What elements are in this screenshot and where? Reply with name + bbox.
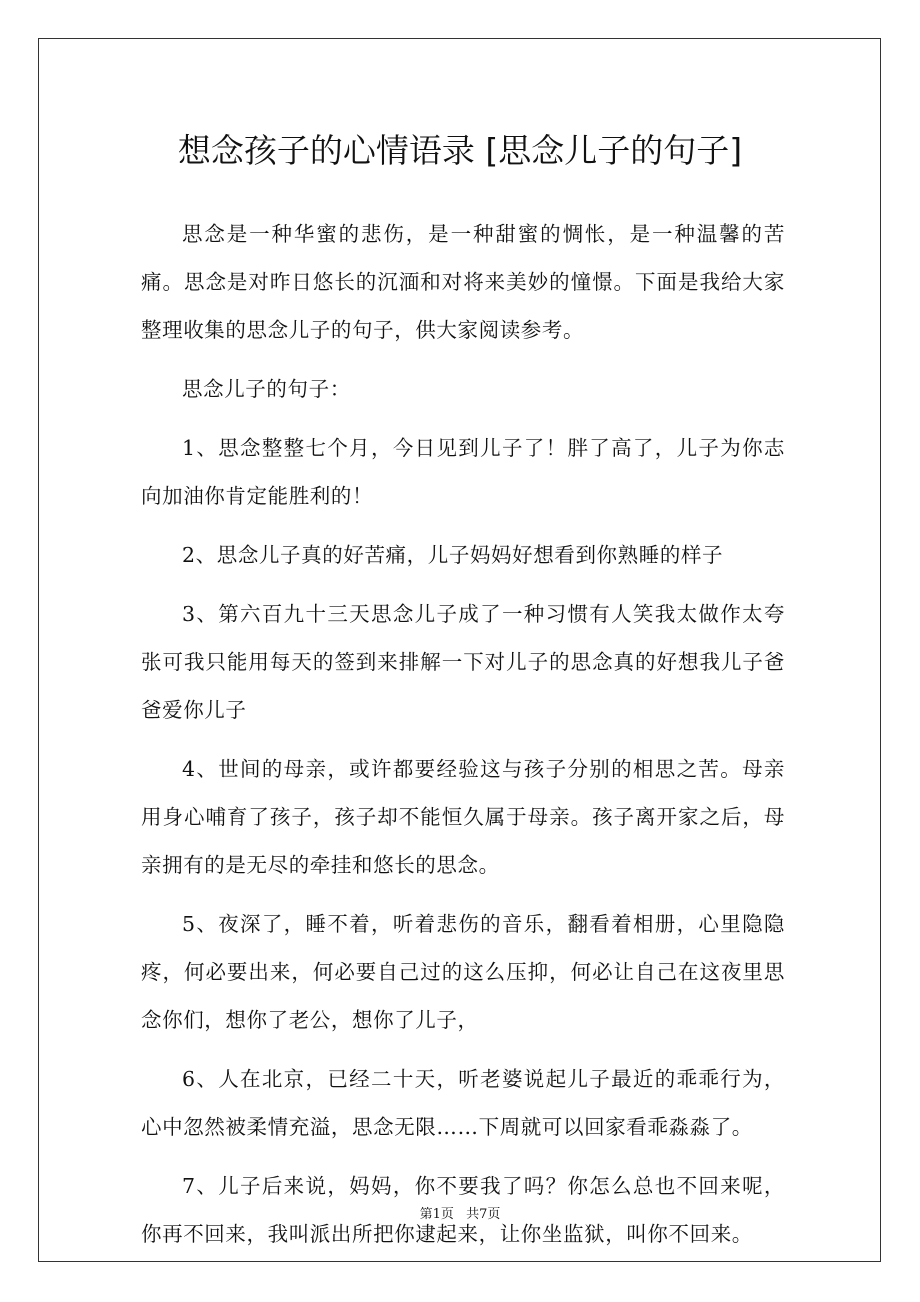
paragraph-item-7: 7、儿子后来说，妈妈，你不要我了吗？你怎么总也不回来呢，你再不回来，我叫派出所把你逮起来，让你坐监狱，叫你不回来。 [141, 1174, 785, 1246]
document-body [141, 210, 785, 1269]
paragraph-item-3: 3、第六百九十三天思念儿子成了一种习惯有人笑我太做作太夸张可我只能用每天的签到来排解一下对儿子的思念真的好想我儿子爸爸爱你儿子 [141, 602, 785, 722]
paragraph-item-4: 4、世间的母亲，或许都要经验这与孩子分别的相思之苦。母亲用身心哺育了孩子，孩子却不能恒久属于母亲。孩子离开家之后，母亲拥有的是无尽的牵挂和悠长的思念。 [141, 757, 785, 877]
page-number-current: 第1页 [419, 1207, 454, 1222]
paragraph-intro: 思念是一种华蜜的悲伤，是一种甜蜜的惆怅，是一种温馨的苦痛。思念是对昨日悠长的沉湎和对将来美妙的憧憬。下面是我给大家整理收集的思念儿子的句子，供大家阅读参考。 [141, 222, 785, 342]
paragraph-item-5: 5、夜深了，睡不着，听着悲伤的音乐，翻看着相册，心里隐隐疼，何必要出来，何必要自己过的这么压抑，何必让自己在这夜里思念你们，想你了老公，想你了儿子， [141, 912, 785, 1032]
paragraph-heading: 思念儿子的句子： [182, 377, 351, 401]
paragraph-item-1: 1、思念整整七个月，今日见到儿子了！胖了高了，儿子为你志向加油你肯定能胜利的！ [141, 436, 785, 508]
document-title: 想念孩子的心情语录 [思念儿子的句子] [177, 131, 743, 170]
paragraph-item-2: 2、思念儿子真的好苦痛，儿子妈妈好想看到你熟睡的样子 [182, 543, 724, 567]
page-number-total: 共7页 [466, 1207, 501, 1222]
page-footer [0, 1206, 920, 1224]
paragraph-item-6: 6、人在北京，已经二十天，听老婆说起儿子最近的乖乖行为，心中忽然被柔情充溢，思念无限……下周就可以回家看乖淼淼了。 [141, 1067, 785, 1139]
